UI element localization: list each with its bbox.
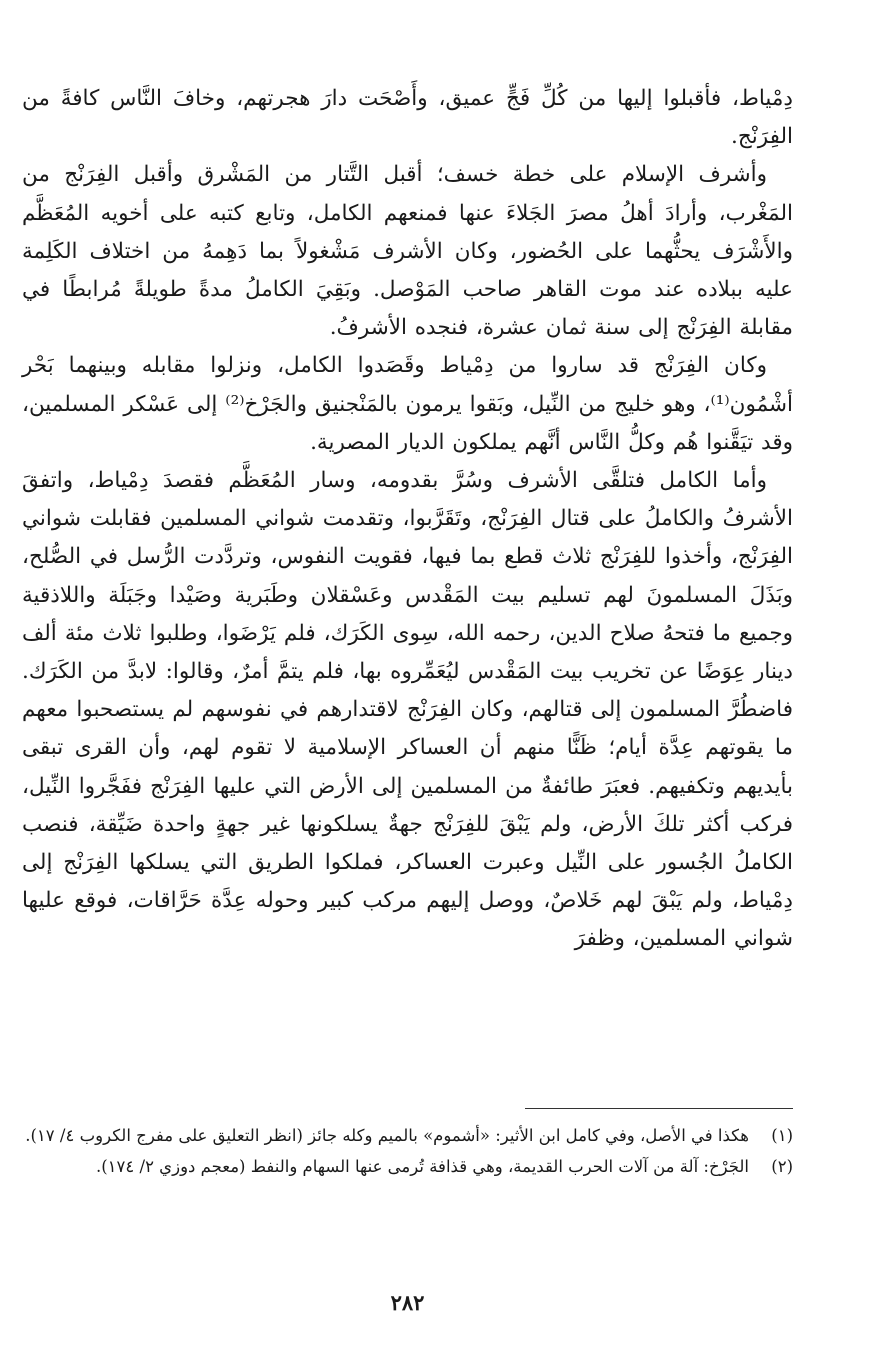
paragraph-1: دِمْياط، فأقبلوا إليها من كُلِّ فَجٍّ عميق، وأَصْحَت دارَ هجرتهم، وخافَ النَّاس كافةً من الفِرَنْج. [22, 86, 793, 150]
footnote-2 [22, 1153, 793, 1181]
page-number: ٢٨٢ [390, 1290, 425, 1315]
footnotes [22, 1122, 793, 1184]
main-text [22, 80, 793, 959]
paragraph-2: وأشرف الإسلام على خطة خسف؛ أقبل التَّتار من المَشْرق وأقبل الفِرَنْج من المَغْرب، وأرادَ أهلُ مصرَ الجَلاءَ عنها فمنعهم الكامل، وتابع كتبه على أخويه المُعَظَّم والأَشْرَف يحثُّهما على الحُضور، وكان الأشرف مَشْغولاً بما دَهِمهُ من اختلاف الكَلِمة عليه ببلاده عند موت القاهر صاحب المَوْصل. وبَقِيَ الكاملُ مدةً طويلةً مُرابطًا في مقابلة الفِرَنْج إلى سنة ثمان عشرة، فنجده الأشرفُ. [22, 162, 793, 341]
footnote-separator [525, 1108, 793, 1109]
footnote-number: (١) [771, 1126, 793, 1145]
paragraph-4: وأما الكامل فتلقَّى الأشرف وسُرَّ بقدومه، وسار المُعَظَّم فقصدَ دِمْياط، واتفقَ الأشرفُ والكاملُ على قتال الفِرَنْج، وتَقَرَّبوا، وتقدمت شواني المسلمين فقابلت شواني الفِرَنْج، وأخذوا للفِرَنْج ثلاث قطع بما فيها، فقويت النفوس، وتردَّدت الرُّسل في الصُّلح، وبَذَلَ المسلمونَ لهم تسليم بيت المَقْدس وعَسْقلان وطَبَرية وصَيْدا وجَبَلَة واللاذقية وجميع ما فتحهُ صلاح الدين، رحمه الله، سِوى الكَرَك، فلم يَرْضَوا، وطلبوا ثلاث مئة ألف دينار عِوَضًا عن تخريب بيت المَقْدس ليُعَمِّروه بها، فلم يتمَّ أمرٌ، وقالوا: لابدَّ من الكَرَك. فاضطُرَّ المسلمون إلى قتالهم، وكان الفِرَنْج لاقتدارهم في نفوسهم لم يستصحبوا معهم ما يقوتهم عِدَّة أيام؛ ظَنًّا منهم أن العساكر الإسلامية لا تقوم لهم، وأن القرى تبقى بأيديهم وتكفيهم. فعبَرَ طائفةٌ من المسلمين إلى الأرض التي عليها الفِرَنْج ففَجَّروا النِّيل، فركب أكثر تلكَ الأرض، ولم يَبْقَ للفِرَنْج جهةٌ يسلكونها غير جهةٍ واحدة ضَيِّقة، فنصب الكاملُ الجُسور على النِّيل وعبرت العساكر، فملكوا الطريق التي يسلكها الفِرَنْج إلى دِمْياط، ولم يَبْقَ لهم خَلاصٌ، ووصل إليهم مركب كبير وحوله عِدَّة حَرَّاقات، فوقع عليها شواني المسلمين، وظفرَ [22, 468, 793, 952]
book-page [22, 0, 793, 1365]
paragraph-3: وكان الفِرَنْج قد ساروا من دِمْياط وقَصَدوا الكامل، ونزلوا مقابله وبينهما بَحْر أشْمُون⁽¹⁾، وهو خليج من النِّيل، وبَقوا يرمون بالمَنْجنيق والجَرْخ⁽²⁾ إلى عَسْكر المسلمين، وقد تيَقَّنوا هُم وكلُّ النَّاس أنَّهم يملكون الديار المصرية. [22, 353, 793, 455]
footnote-text: الجَرْخ: آلة من آلات الحرب القديمة، وهي قذافة تُرمى عنها السهام والنفط (معجم دوزي ٢/ ١٧٤). [95, 1157, 749, 1176]
footnote-number: (٢) [771, 1157, 793, 1176]
footnote-1 [22, 1122, 793, 1150]
footnote-text: هكذا في الأصل، وفي كامل ابن الأثير: «أشموم» بالميم وكله جائز (انظر التعليق على مفرج الكروب ٤/ ١٧). [25, 1126, 749, 1145]
